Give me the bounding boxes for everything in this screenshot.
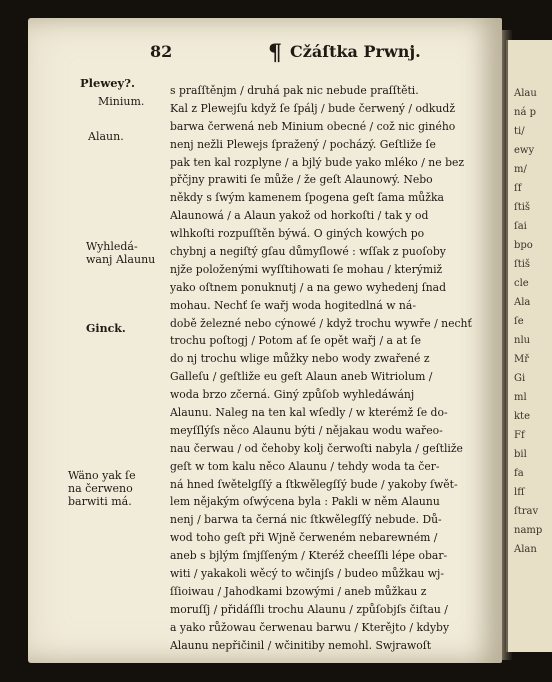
facing-page-fragment: namp — [514, 525, 543, 536]
facing-page-fragment: kte — [514, 411, 530, 422]
book-page — [28, 18, 502, 663]
facing-page-fragment: ná p — [514, 107, 536, 118]
text-line: geſt w tom kalu něco Alaunu / tehdy woda ta čer- — [170, 459, 440, 473]
margin-note-ginck: Ginck. — [86, 322, 126, 335]
text-line: wlhkoſti rozpuſſtěn býwá. O giných kowých po — [170, 227, 425, 241]
facing-page-fragment: ewy — [514, 145, 535, 156]
text-line: době železné nebo cýnowé / když trochu wywře / nechť — [170, 316, 472, 330]
facing-page-fragment: Mř — [514, 354, 530, 365]
text-line: ná hned ſwětelgſſý a ſtkwělegſſý bude / yakoby ſwět- — [170, 477, 458, 491]
margin-note-wino: Wäno yak ſe na čerweno barwiti má. — [68, 469, 136, 508]
text-line: woda brzo zčerná. Giný způſob wyhledáwánj — [170, 388, 415, 402]
page-header — [150, 42, 480, 66]
facing-page-fragment: Alau — [514, 88, 537, 99]
text-line: Alaunowá / a Alaun yakož od horkoſti / tak y od — [170, 209, 429, 223]
text-line: ſſioiwau / Jahodkami bzowými / aneb můžkau z — [170, 584, 427, 598]
text-line: aneb s bjlým ſmjſſeným / Kteréž cheeſſli lépe obar- — [170, 549, 448, 563]
margin-note-minium: Minium. — [98, 95, 145, 108]
text-line: nenj nežli Plewejs ſpražený / pocházý. Geſtliže ſe — [170, 137, 436, 151]
page-number: 82 — [150, 42, 173, 61]
facing-page-fragment: Alan — [514, 544, 537, 555]
facing-page-fragment: ſtiš — [514, 202, 531, 213]
facing-page-fragment: m/ — [514, 164, 527, 175]
text-line: Alaunu. Naleg na ten kal wſedly / w kterémž ſe do- — [170, 406, 448, 420]
text-line: Galleſu / geſtliže eu geſt Alaun aneb Witriolum / — [170, 370, 433, 384]
text-line: pak ten kal rozplyne / a bjlý bude yako mléko / ne bez — [170, 155, 465, 169]
text-line: witi / yakakoli wěcý to wčinjſs / budeo můžkau wj- — [170, 567, 445, 581]
text-line: yako oſtnem ponuknutj / a na gewo wyhedenj ſnad — [170, 280, 447, 294]
facing-page-fragment: Gi — [514, 373, 526, 384]
text-line: přčjny prawiti ſe může / že geſt Alaunowý. Nebo — [170, 173, 433, 187]
text-line: někdy s ſwým kamenem ſpogena geſt ſama můžka — [170, 191, 444, 205]
facing-page-edge — [506, 40, 552, 652]
text-line: a yako růžowau čerwenau barwu / Kterějto / kdyby — [170, 620, 450, 634]
text-line: meyſſlýſs něco Alaunu býti / nějakau wodu wařeo- — [170, 423, 443, 437]
text-line: nau čerwau / od čehoby kolj čerwoſti nabyla / geſtliže — [170, 441, 463, 455]
text-line: s praſſtěnjm / druhá pak nic nebude praſſtěti. — [170, 84, 419, 97]
text-line: lem nějakým oſwýcena byla : Pakli w něm Alaunu — [170, 495, 440, 509]
margin-note-wyhledawani: Wyhledá- wanj Alaunu — [86, 240, 156, 266]
text-line: Alaunu nepřičinil / wčinitiby nemohl. Swjrawoſt — [170, 638, 432, 652]
facing-page-fragment: ſtiš — [514, 259, 531, 270]
facing-page-fragment: ſtrav — [514, 506, 539, 517]
main-text-block — [170, 82, 492, 655]
pilcrow-icon: ¶ — [268, 40, 282, 66]
facing-page-fragment: bpo — [514, 240, 533, 251]
facing-page-text — [514, 84, 552, 559]
facing-page-fragment: ſf — [514, 183, 522, 194]
facing-page-fragment: ſai — [514, 221, 527, 232]
text-line: do nj trochu wlige můžky nebo wody zwařené z — [170, 352, 430, 366]
text-line: wod toho geſt při Wjně čerweném nebarewném / — [170, 531, 438, 545]
facing-page-fragment: cle — [514, 278, 529, 289]
facing-page-fragment: ſe — [514, 316, 524, 327]
facing-page-fragment: fa — [514, 468, 524, 479]
text-line: trochu poſtogj / Potom ať ſe opět wařj / a at ſe — [170, 334, 421, 348]
facing-page-fragment: Ff — [514, 430, 525, 441]
text-line: njže položenými wyſſtihowati ſe mohau / kterýmiž — [170, 262, 443, 276]
facing-page-fragment: nlu — [514, 335, 531, 346]
facing-page-fragment: Ala — [514, 297, 531, 308]
text-line: chybnj a negiſtý gſau důmyſlowé : wſſak z puoſoby — [170, 245, 446, 259]
margin-note-alaun: Alaun. — [88, 130, 124, 143]
facing-page-fragment: lfſ — [514, 487, 525, 498]
text-line: barwa čerwená neb Minium obecné / což nic giného — [170, 119, 456, 133]
facing-page-fragment: ml — [514, 392, 527, 403]
running-title: Cžáſtka Prwnj. — [290, 42, 421, 61]
text-line: mohau. Nechť ſe wařj woda hogitedlná w ná- — [170, 298, 416, 312]
margin-note-pleweys: Plewey?. — [80, 76, 135, 90]
text-line: moruſſj / přidáſſli trochu Alaunu / způſobjſs čiſtau / — [170, 602, 448, 616]
text-line: nenj / barwa ta černá nic ſtkwělegſſý nebude. Dů- — [170, 513, 442, 527]
facing-page-fragment: bil — [514, 449, 527, 460]
facing-page-fragment: ti/ — [514, 126, 525, 137]
text-line: Kal z Plewejſu když ſe ſpálj / bude čerwený / odkudž — [170, 101, 456, 115]
